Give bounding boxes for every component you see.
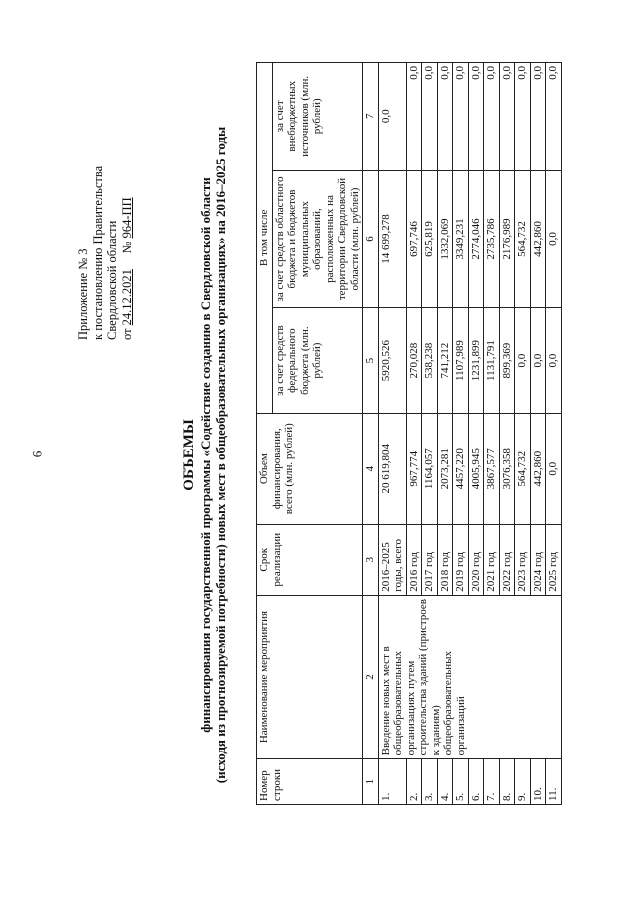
- federal-cell: 1107,989: [453, 308, 469, 413]
- row-number: 11.: [546, 759, 562, 805]
- appendix-line3: Свердловской области: [105, 220, 119, 340]
- header-total: Объем финансирования, всего (млн. рублей): [257, 413, 363, 524]
- extra-cell: 0,0: [406, 63, 422, 171]
- appendix-line1: Приложение № 3: [76, 248, 90, 340]
- header-period: Срок реализации: [257, 524, 363, 595]
- total-cell: 4457,220: [453, 413, 469, 524]
- extra-cell: 0,0: [530, 63, 546, 171]
- federal-cell: 1131,791: [484, 308, 500, 413]
- col-num: 4: [363, 413, 379, 524]
- header-federal: за счет средств федерального бюджета (млн. рублей): [272, 308, 363, 413]
- col-num: 1: [363, 759, 379, 805]
- row-number: 8.: [499, 759, 515, 805]
- title-line2: финансирования государственной программы «Содействие созданию в Свердловской области: [197, 177, 213, 733]
- row-number: 3.: [422, 759, 438, 805]
- extra-cell: 0,0: [484, 63, 500, 171]
- total-cell: 0,0: [546, 413, 562, 524]
- col-num: 6: [363, 170, 379, 308]
- total-cell: 2073,281: [437, 413, 453, 524]
- appendix-number: 964-ПП: [119, 197, 134, 239]
- period-cell: 2016–2025 годы, всего: [378, 524, 406, 595]
- header-row-num: Номер строки: [257, 759, 363, 805]
- regional-cell: 564,732: [515, 170, 531, 308]
- table-body: [378, 63, 561, 805]
- row-number: 9.: [515, 759, 531, 805]
- federal-cell: 5920,526: [378, 308, 406, 413]
- header-row: [257, 63, 273, 805]
- extra-cell: 0,0: [515, 63, 531, 171]
- date-prefix: от: [119, 328, 134, 340]
- financing-table: [256, 62, 562, 805]
- federal-cell: 0,0: [530, 308, 546, 413]
- row-number: 6.: [468, 759, 484, 805]
- col-num: 2: [363, 595, 379, 759]
- extra-cell: 0,0: [468, 63, 484, 171]
- title-line3: (исходя из прогнозируемой потребности) новых мест в общеобразовательных организациях» на 2016–2025 годы: [213, 126, 228, 784]
- period-cell: 2019 год: [453, 524, 469, 595]
- row-number: 1.: [378, 759, 406, 805]
- federal-cell: 741,212: [437, 308, 453, 413]
- header-extra: за счет внебюджетных источников (млн. рублей): [272, 63, 363, 171]
- header-regional: за счет средств областного бюджета и бюджетов муниципальных образований, расположенных на территории Свердловской области (млн. рублей): [272, 170, 363, 308]
- regional-cell: 2774,046: [468, 170, 484, 308]
- regional-cell: 2176,989: [499, 170, 515, 308]
- title-main: ОБЪЕМЫ: [181, 419, 197, 491]
- col-num: 5: [363, 308, 379, 413]
- federal-cell: 0,0: [515, 308, 531, 413]
- appendix-date-line: [120, 40, 135, 340]
- federal-cell: 538,238: [422, 308, 438, 413]
- row-number: 10.: [530, 759, 546, 805]
- extra-cell: 0,0: [499, 63, 515, 171]
- period-cell: 2023 год: [515, 524, 531, 595]
- regional-cell: 2735,786: [484, 170, 500, 308]
- period-cell: 2021 год: [484, 524, 500, 595]
- page-number: 6: [29, 450, 45, 458]
- row-number: 5.: [453, 759, 469, 805]
- total-cell: 20 619,804: [378, 413, 406, 524]
- regional-cell: 442,860: [530, 170, 546, 308]
- total-cell: 967,774: [406, 413, 422, 524]
- period-cell: 2018 год: [437, 524, 453, 595]
- total-cell: 3076,358: [499, 413, 515, 524]
- row-number: 4.: [437, 759, 453, 805]
- appendix-line2: к постановлению Правительства: [90, 165, 105, 340]
- activity-name: Введение новых мест в общеобразовательных организациях путем строительства зданий (пристроев к зданиям) общеобразовательных организаций: [378, 595, 561, 759]
- extra-cell: 0,0: [437, 63, 453, 171]
- row-number: 7.: [484, 759, 500, 805]
- extra-cell: 0,0: [378, 63, 406, 171]
- regional-cell: 0,0: [546, 170, 562, 308]
- period-cell: 2020 год: [468, 524, 484, 595]
- federal-cell: 899,369: [499, 308, 515, 413]
- period-cell: 2022 год: [499, 524, 515, 595]
- header-name: Наименование мероприятия: [257, 595, 363, 759]
- period-cell: 2025 год: [546, 524, 562, 595]
- regional-cell: 3349,231: [453, 170, 469, 308]
- appendix-date: 24.12.2021: [119, 269, 134, 326]
- total-cell: 442,860: [530, 413, 546, 524]
- col-num: 3: [363, 524, 379, 595]
- total-cell: 564,732: [515, 413, 531, 524]
- row-number: 2.: [406, 759, 422, 805]
- federal-cell: 270,028: [406, 308, 422, 413]
- period-cell: 2016 год: [406, 524, 422, 595]
- regional-cell: 625,819: [422, 170, 438, 308]
- extra-cell: 0,0: [422, 63, 438, 171]
- regional-cell: 1332,069: [437, 170, 453, 308]
- regional-cell: 697,746: [406, 170, 422, 308]
- total-cell: 3867,577: [484, 413, 500, 524]
- number-prefix: №: [119, 241, 134, 254]
- document-title: [182, 45, 229, 865]
- federal-cell: 1231,899: [468, 308, 484, 413]
- appendix-block: [76, 40, 134, 340]
- extra-cell: 0,0: [453, 63, 469, 171]
- period-cell: 2017 год: [422, 524, 438, 595]
- extra-cell: 0,0: [546, 63, 562, 171]
- total-cell: 1164,057: [422, 413, 438, 524]
- federal-cell: 0,0: [546, 308, 562, 413]
- period-cell: 2024 год: [530, 524, 546, 595]
- regional-cell: 14 699,278: [378, 170, 406, 308]
- col-num: 7: [363, 63, 379, 171]
- column-number-row: [363, 63, 379, 805]
- header-group: В том числе: [257, 63, 273, 414]
- total-cell: 4005,945: [468, 413, 484, 524]
- table-row: [378, 63, 406, 805]
